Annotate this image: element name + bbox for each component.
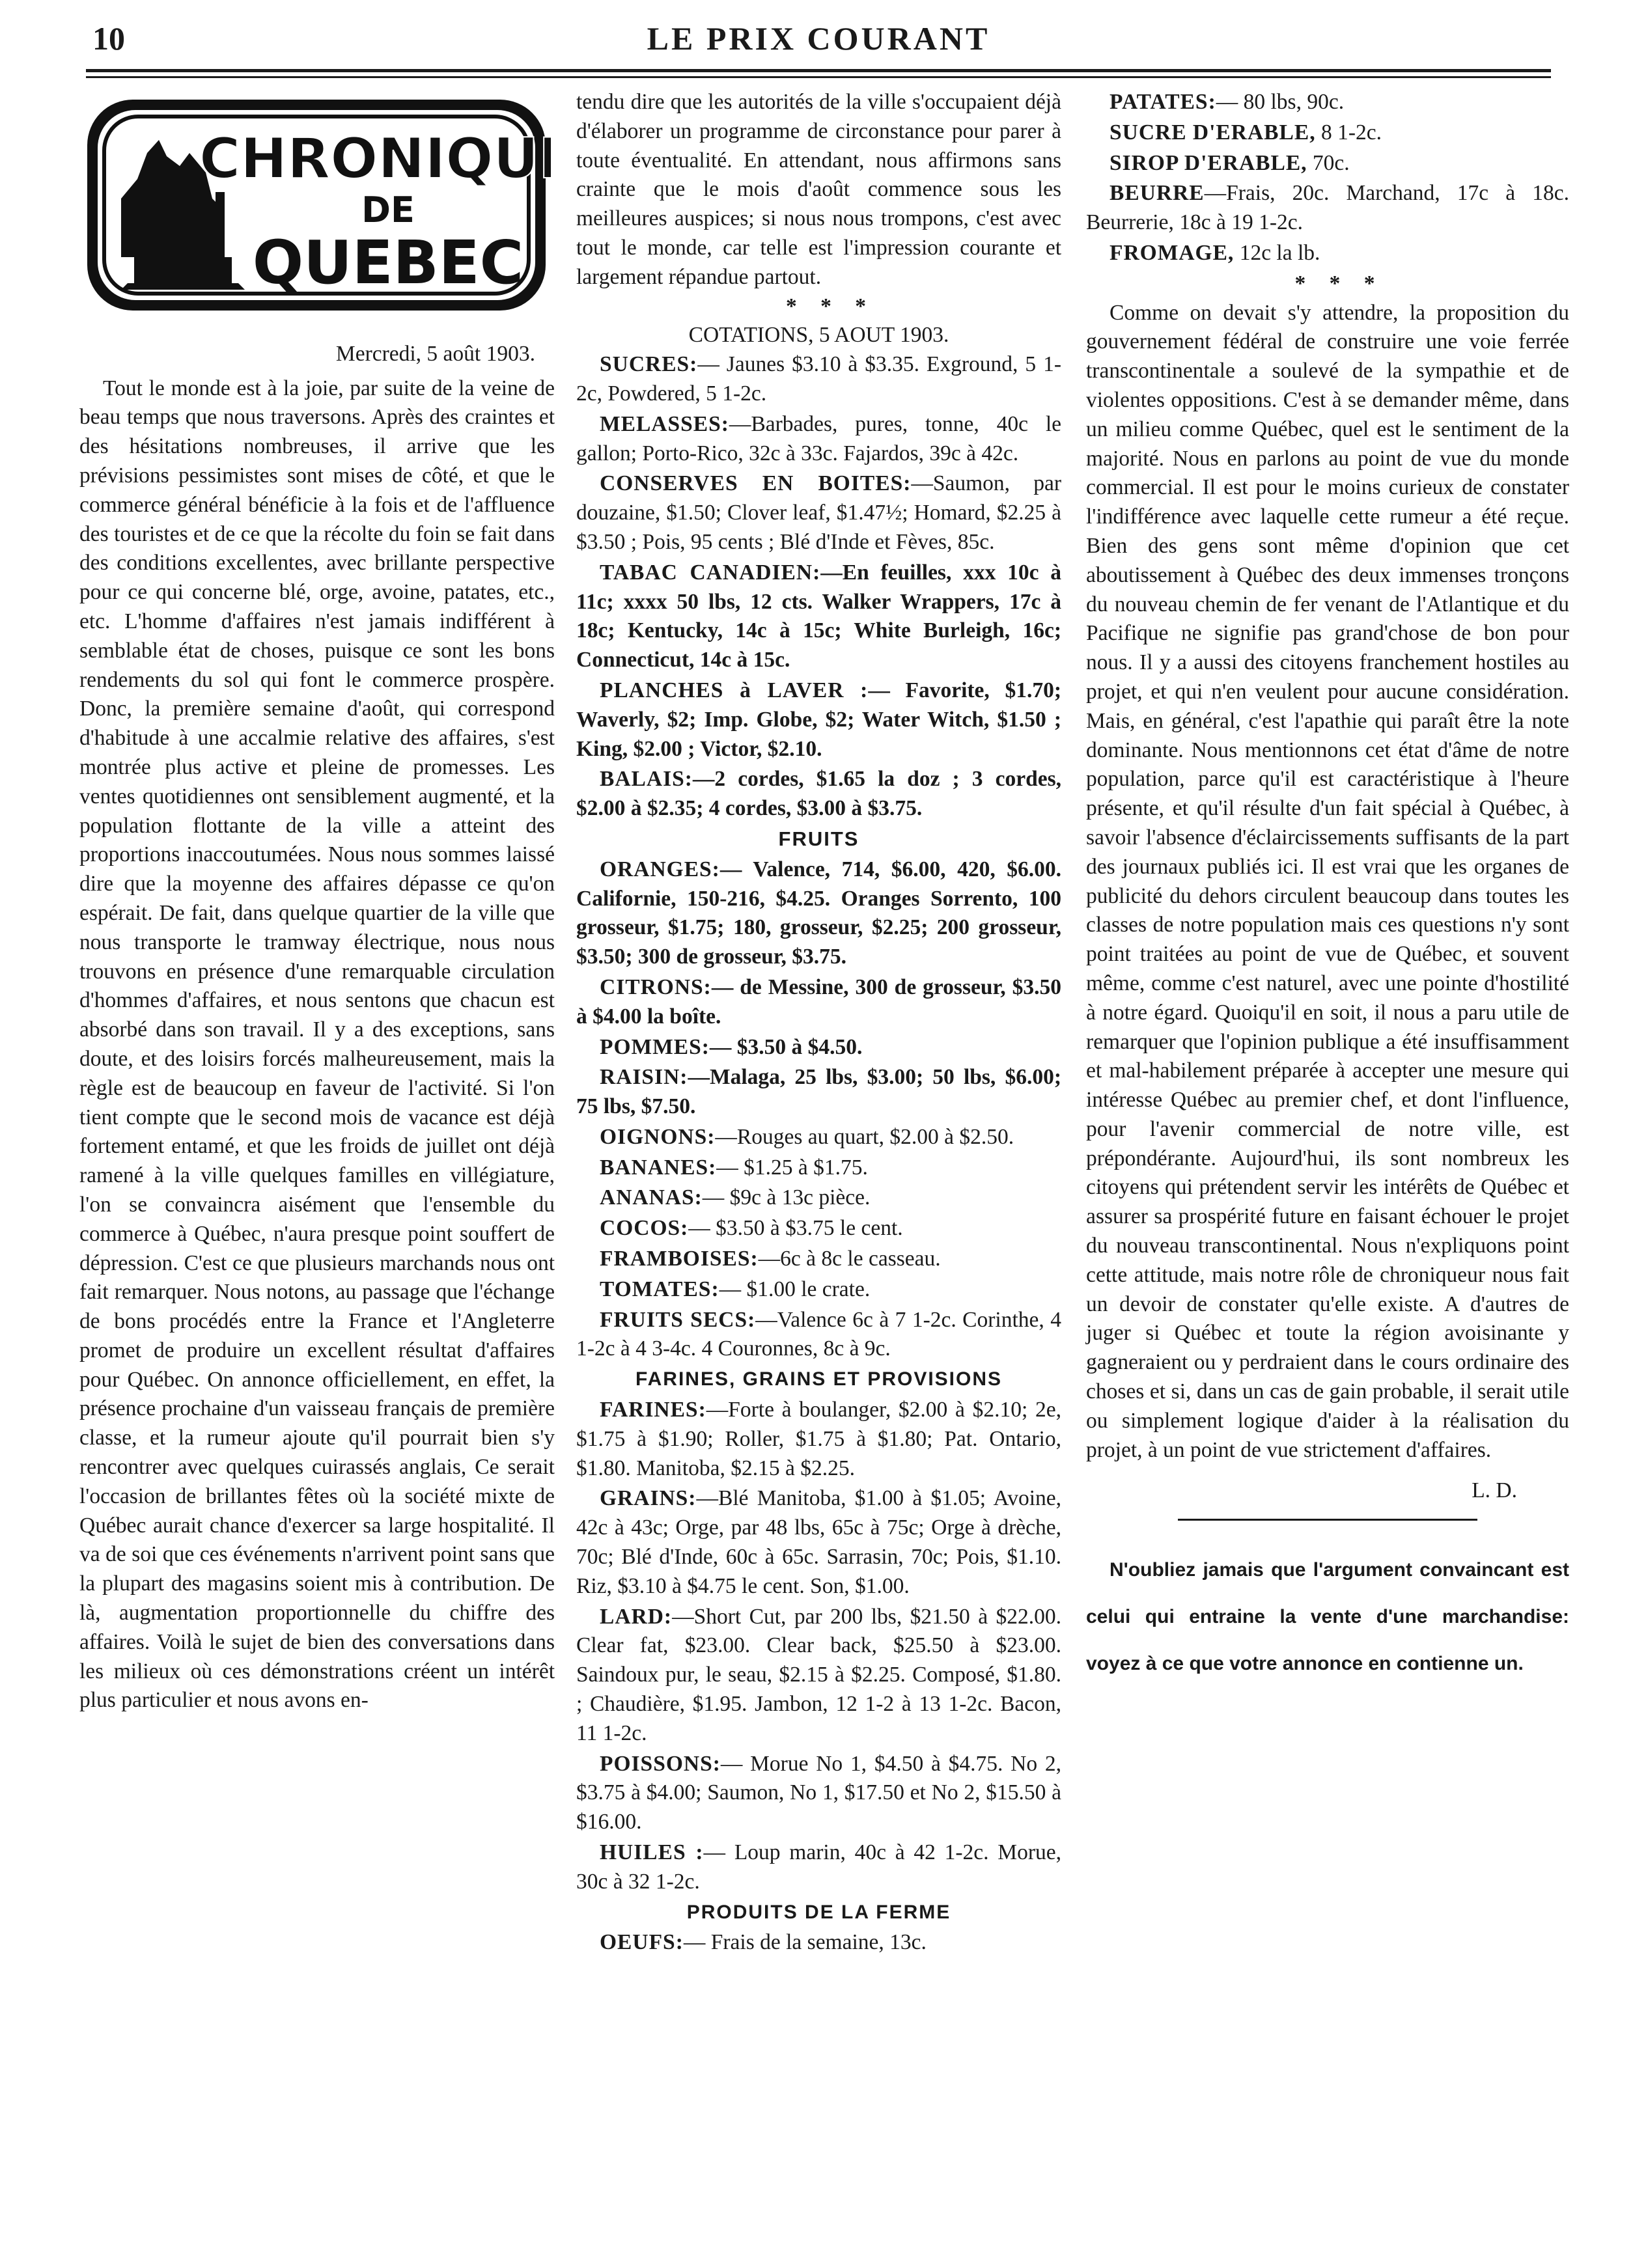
section-stars: * * * bbox=[1294, 271, 1384, 296]
price-item: CONSERVES EN BOITES:—Saumon, par douzaine, $1.50; Clover leaf, $1.47½; Homard, $2.25 à $3.50 ; Pois, 95 cents ; Blé d'Inde et Fèves, 85c. bbox=[576, 471, 1061, 554]
article-continuation: tendu dire que les autorités de la ville s'occupaient déjà d'élaborer un programme de circonstance pour parer à toute éventualité. En attendant, nous affirmons sans crainte que le mois d'août commence sous les meilleures auspices; si nous nous trompons, c'est avec tout le monde, car telle est l'impression courante et largement répandue partout. bbox=[576, 90, 1061, 289]
cotations-heading: COTATIONS, 5 AOUT 1903. bbox=[688, 323, 949, 348]
column-3 bbox=[1086, 88, 1569, 1687]
price-item: FRAMBOISES:—6c à 8c le casseau. bbox=[600, 1247, 941, 1271]
price-item: ORANGES:— Valence, 714, $6.00, 420, $6.00. Californie, 150-216, $4.25. Oranges Sorrento, 100 grosseur, $1.75; 180, grosseur, $2.25; 200 grosseur, $3.50; 300 de grosseur, $3.75. bbox=[576, 857, 1061, 969]
header-rule-thin bbox=[86, 76, 1551, 78]
price-item: PATATES:— 80 lbs, 90c. bbox=[1110, 90, 1345, 114]
svg-text:QUEBEC: QUEBEC bbox=[252, 228, 524, 297]
fruits-list bbox=[576, 855, 1061, 1364]
price-item: OIGNONS:—Rouges au quart, $2.00 à $2.50. bbox=[600, 1124, 1014, 1149]
price-item: FARINES:—Forte à boulanger, $2.00 à $2.10; 2e, $1.75 à $1.90; Roller, $1.75 à $1.80; Pat. Ontario, $1.80. Manitoba, $2.15 à $2.25. bbox=[576, 1398, 1061, 1480]
price-item: LARD:—Short Cut, par 200 lbs, $21.50 à $22.00. Clear fat, $23.00. Clear back, $25.50 à $23.00. Saindoux pur, le seau, $2.15 à $2.25. Composé, $1.80. ; Chaudière, $1.95. Jambon, 12 1-2 à 13 1-2c. Bacon, 11 1-2c. bbox=[576, 1604, 1061, 1745]
section-stars: * * * bbox=[786, 294, 875, 318]
price-item: OEUFS:— Frais de la semaine, 13c. bbox=[600, 1930, 927, 1955]
price-item: TABAC CANADIEN:—En feuilles, xxx 10c à 11c; xxxx 50 lbs, 12 cts. Walker Wrappers, 17c à 18c; Kentucky, 14c à 15c; White Burleigh, 16c; Connecticut, 14c à 15c. bbox=[576, 560, 1062, 672]
chronique-de-quebec-logo bbox=[82, 94, 551, 316]
ferme-list bbox=[576, 1928, 1061, 1957]
price-item: CITRONS:— de Messine, 300 de grosseur, $3.50 à $4.00 la boîte. bbox=[576, 975, 1061, 1029]
separator-rule bbox=[1178, 1519, 1477, 1521]
page-header bbox=[86, 17, 1551, 62]
farines-heading: FARINES, GRAINS ET PROVISIONS bbox=[635, 1368, 1003, 1390]
price-item: TOMATES:— $1.00 le crate. bbox=[600, 1277, 871, 1301]
svg-text:DE: DE bbox=[361, 189, 415, 230]
column-2 bbox=[576, 88, 1061, 1959]
price-item: SUCRE D'ERABLE, 8 1-2c. bbox=[1110, 120, 1382, 145]
price-item: PLANCHES à LAVER :— Favorite, $1.70; Waverly, $2; Imp. Globe, $2; Water Witch, $1.50 ; King, $2.00 ; Victor, $2.10. bbox=[576, 678, 1061, 761]
price-item: POISSONS:— Morue No 1, $4.50 à $4.75. No 2, $3.75 à $4.00; Saumon, No 1, $17.50 et No 2, $15.50 à $16.00. bbox=[576, 1751, 1061, 1834]
fruits-heading: FRUITS bbox=[778, 827, 859, 850]
column-1 bbox=[79, 88, 555, 1715]
price-item: RAISIN:—Malaga, 25 lbs, $3.00; 50 lbs, $6.00; 75 lbs, $7.50. bbox=[576, 1065, 1061, 1119]
price-item: BEURRE—Frais, 20c. Marchand, 17c à 18c. Beurrerie, 18c à 19 1-2c. bbox=[1086, 181, 1569, 235]
dateline: Mercredi, 5 août 1903. bbox=[335, 341, 535, 366]
cotations-list bbox=[576, 350, 1061, 823]
price-item: HUILES :— Loup marin, 40c à 42 1-2c. Morue, 30c à 32 1-2c. bbox=[576, 1840, 1061, 1894]
farines-list bbox=[576, 1396, 1061, 1897]
price-item: ANANAS:— $9c à 13c pièce. bbox=[600, 1185, 871, 1210]
page-number: 10 bbox=[92, 20, 125, 57]
price-item: BANANES:— $1.25 à $1.75. bbox=[600, 1155, 868, 1180]
price-item: COCOS:— $3.50 à $3.75 le cent. bbox=[600, 1216, 903, 1241]
ferme-heading: PRODUITS DE LA FERME bbox=[686, 1901, 951, 1923]
ferme-list-continued bbox=[1086, 88, 1569, 268]
price-item: FROMAGE, 12c la lb. bbox=[1110, 240, 1320, 265]
article-paragraph-2: Comme on devait s'y attendre, la proposition du gouvernement fédéral de construire une voie ferrée transcontinentale a soulevé de la sympathie et de violentes oppositions. C'est à se demander même, dans un milieu comme Québec, quel est le sentiment de la majorité. Nous en parlons au point de vue du monde commercial. Il est pour le moins curieux de constater l'indifférence avec laquelle cette rumeur a été reçue. Bien des gens sont même d'opinion que cet aboutissement à Québec des deux immenses tronçons du nouveau chemin de fer venant de l'Atlantique et du Pacifique ne signifie pas grand'chose de bon pour nous. Il y a aussi des citoyens franchement hostiles au projet, et qui n'en veulent pour aucune considération. Mais, en général, c'est l'apathie qui paraît être la note dominante. Nous mentionnons cet état d'âme de notre population, parce qu'il est caractéristique à l'heure présente, et qu'il résulte d'un fait spécial à Québec, à savoir l'absence d'éclaircissements suffisants de la part des journaux publiés ici. Il est vrai que les organes de publicité du dehors circulent beaucoup dans toutes les classes de notre population mais ces questions n'y sont point traitées au point de vue de Québec, et souvent même, comme c'est naturel, avec une pointe d'hostilité à notre égard. Quoiqu'il en soit, il nous a paru utile de remarquer que l'opinion publique a été insuffisamment et mal-habilement préparée à accepter une mesure qui intéresse Québec au premier chef, et dont l'influence, pour l'avenir commercial de notre ville, est prépondérante. Aujourd'hui, ils sont nombreux les citoyens qui prétendent servir les intérêts de Québec et assurer sa prospérité future en faisant échouer le projet du nouveau transcontinental. Nous n'expliquons point cette attitude, mais notre rôle de chroniqueur nous fait un devoir de constater qu'elle existe. A d'autres de juger si Québec et toute la région avoisinante y gagneraient ou y perdraient dans le cours ordinaire des choses et si, dans un cas de gain probable, il serait utile ou simplement logique d'aider à la réalisation du projet, à un point de vue strictement d'affaires. bbox=[1086, 300, 1569, 1462]
advertising-notice: N'oubliez jamais que l'argument convaincant est celui qui entraine la vente d'une marchandise: voyez à ce que votre annonce en contienne un. bbox=[1086, 1559, 1569, 1675]
article-paragraph-1: Tout le monde est à la joie, par suite de la veine de beau temps que nous traversons. Après des craintes et des hésitations nombreuses, il arrive que les prévisions pessimistes sont mises de côté, et que le commerce général bénéficie à la fois et de l'affluence des touristes et de ce que la récolte du foin se fait dans des conditions excellentes, avec brillante perspective pour ce qui concerne blé, orge, avoine, patates, etc., etc. L'homme d'affaires n'est jamais indifférent à semblable état de choses, puisque ce sont les bons rendements du sol qui font le commerce prospère. Donc, la première semaine d'août, qui correspond d'habitude à une accalmie relative des affaires, s'est montrée plus active et pleine de promesses. Les ventes quotidiennes ont sensiblement augmenté, et la population flottante de la ville a atteint des proportions inaccoutumées. Nous nous sommes laissé dire que la moyenne des affaires dépasse ce qu'on espérait. De fait, dans quelque quartier de la ville que nous transporte le tramway électrique, nous nous trouvons en présence d'une remarquable circulation d'hommes d'affaires, et nous sentons que chacun est absorbé dans son travail. Il y a des exceptions, sans doute, et des loisirs forcés malheureusement, mais la règle est de beaucoup en faveur de l'activité. Si l'on tient compte que le second mois de vacance est déjà fortement entamé, et que les froids de juillet ont déjà ramené à la ville quelques familles en villégiature, l'on se convaincra aisément que l'ensemble du commerce à Québec, n'aura presque point souffert de dépression. C'est ce que plusieurs marchands nous ont fait remarquer. Nous notons, au passage que l'échange de bons procédés entre la France et l'Angleterre promet de produire un excellent résultat d'affaires pour Québec. On annonce officiellement, en effet, la présence prochaine d'un vaisseau français de première classe, et la rumeur ajoute qu'il pourrait bien s'y rencontrer avec quelques cuirassés anglais, Ce serait l'occasion de brillantes fêtes où la société mixte de Québec aurait chance d'exercer sa large hospitalité. Il va de soi que ces événements n'arrivent point sans que la plupart des magasins soient mis à contribution. De là, augmentation proportionnelle du chiffre des affaires. Voilà le sujet de bien des conversations dans les milieux où ces démonstrations créent un intérêt plus particulier et nous avons en- bbox=[79, 376, 555, 1713]
price-item: BALAIS:—2 cordes, $1.65 la doz ; 3 cordes, $2.00 à $2.35; 4 cordes, $3.00 à $3.75. bbox=[576, 767, 1061, 821]
journal-title: LE PRIX COURANT bbox=[647, 20, 990, 57]
price-item: SIROP D'ERABLE, 70c. bbox=[1110, 150, 1350, 175]
price-item: POMMES:— $3.50 à $4.50. bbox=[600, 1034, 863, 1059]
price-item: SUCRES:— Jaunes $3.10 à $3.35. Exground, 5 1-2c, Powdered, 5 1-2c. bbox=[576, 352, 1061, 406]
price-item: FRUITS SECS:—Valence 6c à 7 1-2c. Corinthe, 4 1-2c à 4 3-4c. 4 Couronnes, 8c à 9c. bbox=[576, 1307, 1061, 1361]
price-item: GRAINS:—Blé Manitoba, $1.00 à $1.05; Avoine, 42c à 43c; Orge, par 48 lbs, 65c à 75c; Orge à drèche, 70c; Blé d'Inde, 60c à 65c. Sarrasin, 70c; Pois, $1.10. Riz, $3.10 à $4.75 le cent. Son, $1.00. bbox=[576, 1486, 1061, 1598]
svg-text:CHRONIQUE: CHRONIQUE bbox=[199, 126, 551, 191]
signature: L. D. bbox=[1472, 1478, 1517, 1503]
price-item: MELASSES:—Barbades, pures, tonne, 40c le gallon; Porto-Rico, 32c à 33c. Fajardos, 39c à 42c. bbox=[576, 411, 1061, 465]
header-rule-thick bbox=[86, 69, 1551, 72]
